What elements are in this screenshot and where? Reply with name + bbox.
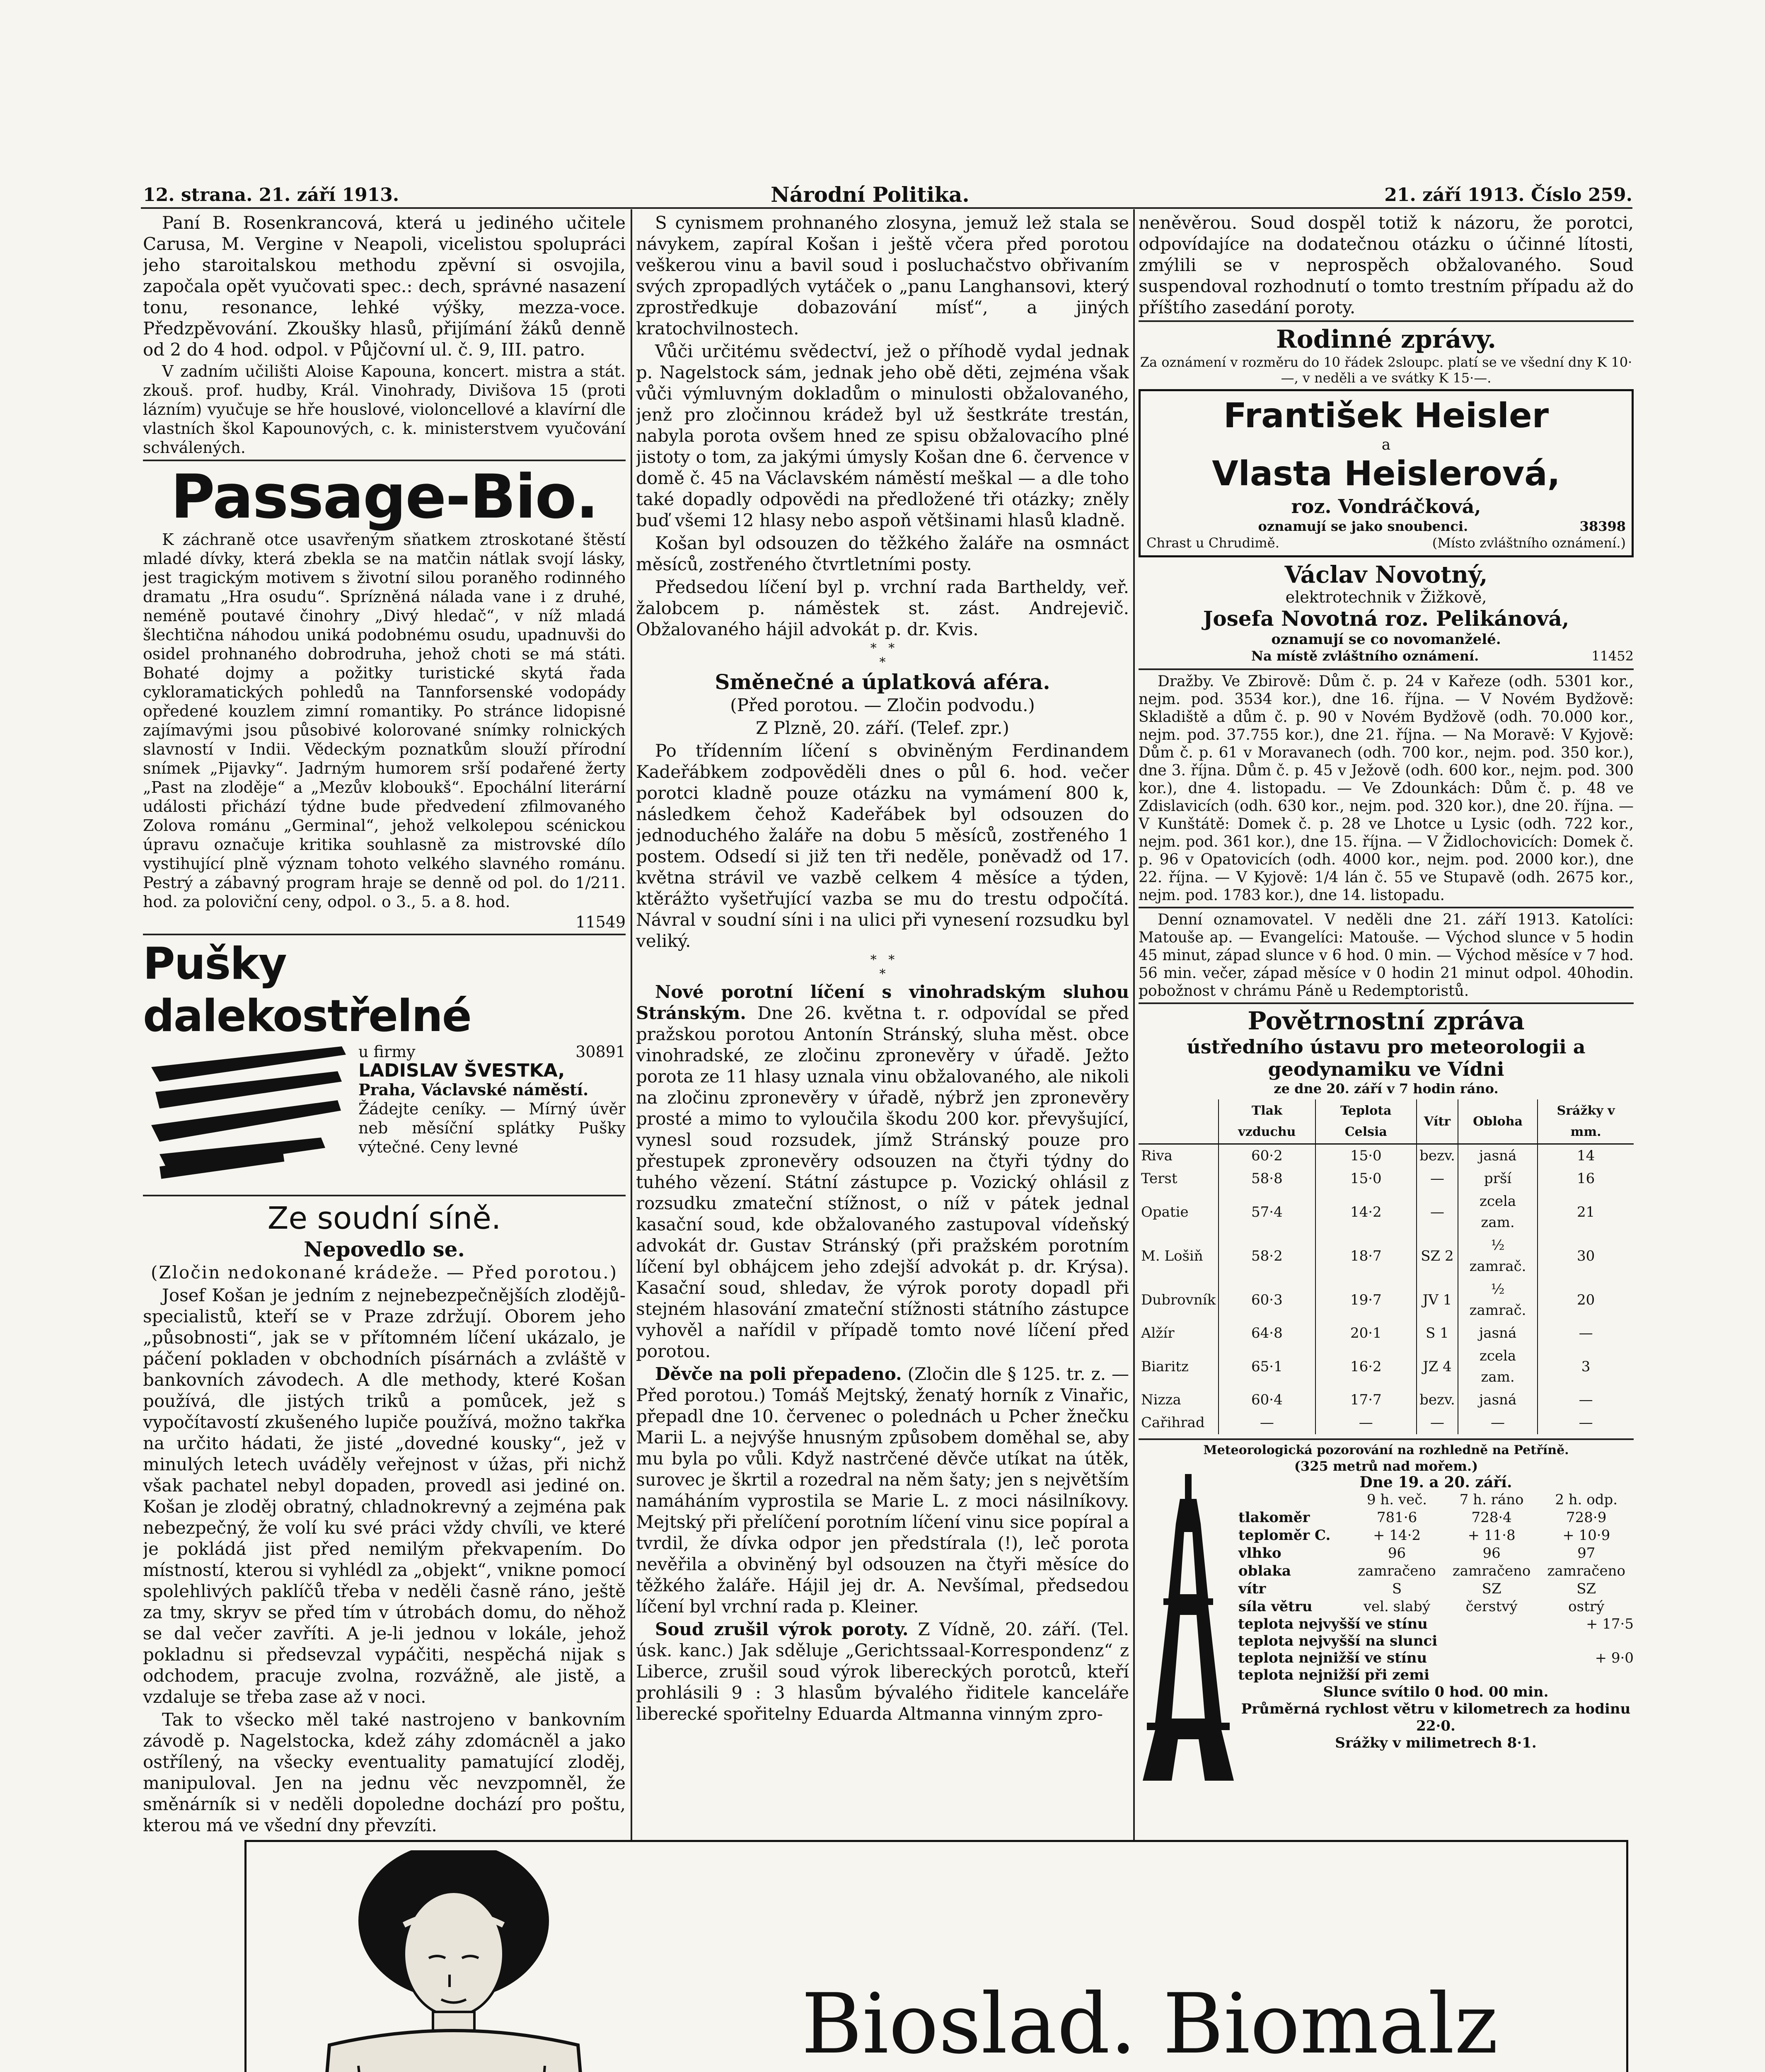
- column-1: [143, 212, 626, 1924]
- header-rule: [141, 207, 1632, 209]
- petrin-tower-illustration: [1139, 1474, 1238, 1785]
- table-row: [1238, 1544, 1634, 1562]
- cell: [1238, 1491, 1349, 1509]
- meteo-extra-row: [1238, 1616, 1634, 1633]
- table-row: [1139, 1389, 1634, 1411]
- meteo-slunce: Slunce svítilo 0 hod. 00 min.: [1323, 1684, 1549, 1700]
- woman-illustration: [255, 1850, 677, 2072]
- meteo-vitr: Průměrná rychlost větru v kilometrech za hodinu 22·0.: [1241, 1701, 1631, 1734]
- vinohrady-title: Nové porotní líčení s vinohradským sluhou Stránským.: [636, 982, 1129, 1023]
- meteo-extra-row: [1238, 1633, 1634, 1650]
- cell: 16: [1538, 1167, 1634, 1190]
- table-row: [1139, 1167, 1634, 1190]
- cell: jasná: [1458, 1322, 1538, 1345]
- kosan-paragraph-2: Vůči určitému svědectví, jež o příhodě vydal jednak p. Nagelstock sám, jednak jeho obě děti, zejména však vůči výmluvným dokladům o minulosti obžalovaného, jenž pro zločinnou krádež byl už šestkráte trestán, nabyla porota ovšem hned ze spisu obžalovacího plné jistoty o tom, za jakými úmysly Košan dne 6. července v domě č. 45 na Václavském náměstí meškal — a dle toho také dopadly odpovědi na předložené tři otázky; zněly buď všemi 12 hlasy nebo aspoň většinami hlasů kladně.: [636, 341, 1129, 530]
- cell: 64·8: [1219, 1322, 1315, 1345]
- cell: 16·2: [1315, 1345, 1417, 1389]
- column-rule-1: [631, 209, 632, 1923]
- table-row: [1139, 1190, 1634, 1234]
- pusky-name: LADISLAV ŠVESTKA,: [358, 1060, 565, 1081]
- table-row: [1238, 1580, 1634, 1598]
- divider: [143, 934, 626, 935]
- soud-subtitle: Nepovedlo se.: [304, 1237, 465, 1261]
- kosan-paragraph-1: S cynismem prohnaného zlosyna, jemuž lež stala se návykem, zapíral Košan i ještě včera před porotou veškerou vinu a bavil soud i posluchačstvo obřivaním svých zpropadlých vytáček o „panu Langhansovi, který zprostředkuje dobazování mísť“, a jiných kratochvilnostech.: [636, 213, 1129, 339]
- weather-table-header: [1139, 1099, 1634, 1144]
- cell: S: [1392, 1581, 1402, 1597]
- heisler-name-1: František Heisler: [1223, 396, 1549, 436]
- cell: Dubrovník: [1141, 1291, 1216, 1308]
- meteo-extra-label: teplota nejnižší při zemi: [1238, 1667, 1430, 1683]
- cell: vlhko: [1238, 1545, 1281, 1561]
- cell: ostrý: [1568, 1598, 1605, 1615]
- cell: 97: [1577, 1545, 1596, 1561]
- cell: 58·8: [1219, 1167, 1315, 1190]
- cell: 21: [1538, 1190, 1634, 1234]
- meteo-extra-row: [1238, 1650, 1634, 1667]
- passage-bio-number: 11549: [575, 913, 626, 931]
- soud-intro: (Zločin nedokonané krádeže. — Před porotou.): [150, 1262, 618, 1283]
- pusky-number: 30891: [575, 1043, 626, 1061]
- meteo-title: Meteorologická pozorování na rozhledně na Petříně.: [1203, 1443, 1569, 1457]
- meteo-data: [1238, 1474, 1634, 1785]
- vyrok-title: Soud zrušil výrok poroty.: [655, 1619, 909, 1639]
- cell: 65·1: [1219, 1345, 1315, 1389]
- page-header-left: 12. strana. 21. září 1913.: [143, 184, 399, 206]
- cell: prší: [1458, 1167, 1538, 1190]
- pusky-text-block: [358, 1042, 626, 1191]
- rodinne-note: Za oznámení v rozměru do 10 řádek 2sloupc. platí se ve všední dny K 10·—, v neděli a ve svátky K 15·—.: [1140, 354, 1632, 386]
- vinohrady-paragraph: [636, 981, 1129, 1362]
- table-row: [1139, 1234, 1634, 1278]
- kosan-court: Předsedou líčení byl p. vrchní rada Bartheldy, veř. žalobcem p. náměstek st. zást. Andrejevič. Obžalovaného hájil advokát p. dr. Kvis.: [636, 577, 1129, 639]
- meteo-subtitle: (325 metrů nad mořem.): [1294, 1458, 1478, 1474]
- smenecna-place: Z Plzně, 20. září. (Telef. zpr.): [756, 718, 1009, 738]
- cell: teploměr C.: [1238, 1527, 1331, 1544]
- heisler-footer: [1146, 535, 1626, 551]
- novotny-announcement: [1139, 562, 1634, 664]
- cell: Riva: [1141, 1147, 1173, 1164]
- divider: [1139, 320, 1634, 322]
- cell: 60·2: [1219, 1144, 1315, 1168]
- cell: Alžír: [1141, 1325, 1175, 1341]
- meteo-table: [1238, 1491, 1634, 1616]
- cell: 60·4: [1219, 1389, 1315, 1411]
- cell: zcela zam.: [1458, 1345, 1538, 1389]
- cell: —: [1538, 1322, 1634, 1345]
- cell: vel. slabý: [1363, 1598, 1431, 1615]
- cell: M. Lošiň: [1141, 1247, 1203, 1264]
- cell: —: [1417, 1411, 1458, 1434]
- column-3: [1139, 212, 1634, 1924]
- cell: S 1: [1417, 1322, 1458, 1345]
- denni-oznamovatel: Denní oznamovatel. V neděli dne 21. září 1913. Katolíci: Matouše ap. — Evangelíci: Matouše. — Východ slunce v 5 hodin 45 minut, západ slunce v 6 hod. 0 min. — Východ měsíce v 7 hod. 56 min. večer, západ měsíce v 0 hodin 21 minut odpol. 40hodin. pobožnost v chrámu Páně u Redemptoristů.: [1139, 911, 1634, 1000]
- vyrok-paragraph: [636, 1619, 1129, 1724]
- divider: [1139, 668, 1634, 670]
- table-row: [1139, 1144, 1634, 1168]
- devce-paragraph: [636, 1363, 1129, 1617]
- biomalz-ad: [244, 1840, 1628, 2072]
- pusky-firma: u firmy: [358, 1043, 416, 1061]
- weather-title: Povětrnostní zpráva: [1248, 1007, 1525, 1036]
- cell: JV 1: [1417, 1278, 1458, 1322]
- cell: —: [1538, 1389, 1634, 1411]
- cell: 96: [1482, 1545, 1501, 1561]
- cell: bezv.: [1417, 1389, 1458, 1411]
- meteo-extra-label: teplota nejvyšší ve stínu: [1238, 1616, 1428, 1632]
- weather-subtitle: ústředního ústavu pro meteorologii a geodynamiku ve Vídni: [1187, 1036, 1586, 1080]
- column-rule-2: [1133, 209, 1135, 1923]
- meteo-block: [1139, 1474, 1634, 1785]
- cell: 9 h. več.: [1366, 1491, 1427, 1508]
- meteo-srazky: Srážky v milimetrech 8·1.: [1335, 1735, 1537, 1751]
- cell: zcela zam.: [1458, 1190, 1538, 1234]
- heisler-oznameni: [1146, 518, 1626, 535]
- vinohrady-text: Dne 26. května t. r. odpovídal se před pražskou porotou Antonín Stránský, sluha měst. obce vinohradské, ze zločinu zpronevěry v úřadě. Ježto porota ze 11 hlasy uznala vinu obžalovaného, ale nikoli na zločinu zpronevěry v úřadě, nýbrž jen zpronevěry prosté a mimo to vyloučila škodu 200 kor. převyšující, vynesl soud rozsudek, jímž Stránský pouze pro přestupek zpronevěry odsouzen na čtyři týdny do tuhého vězení. Státní zástupce p. Vozický ohlásil z rozsudku zmateční stížnost, o níž v pátek jednal kasační soud, kde obžalovaného zastupoval vídeňský advokát dr. Gustav Stránský (při pražském porotním líčení byl obhájcem jeho zdejší advokát p. dr. Krýsa). Kasační soud, shledav, že výrok poroty dopadl při stejném hlasování zmateční stížnosti státního zástupce vyhověl a nařídil v případě tomto nové líčení před porotou.: [636, 1003, 1129, 1361]
- table-row: [1139, 1278, 1634, 1322]
- biomalz-title: Bioslad. Biomalz: [801, 1976, 1498, 2072]
- table-row: [1238, 1562, 1634, 1580]
- cell: —: [1219, 1411, 1315, 1434]
- cell: 728·9: [1566, 1509, 1607, 1526]
- cell: SZ: [1482, 1581, 1501, 1597]
- cell: jasná: [1458, 1144, 1538, 1168]
- smenecna-title: Směnečné a úplatková aféra.: [715, 670, 1050, 694]
- separator-stars: * * *: [870, 953, 895, 981]
- weather-col-2: Teplota Celsia: [1315, 1099, 1417, 1144]
- meteo-extra-value: + 9·0: [1595, 1650, 1634, 1666]
- cell: 30: [1538, 1234, 1634, 1278]
- rodinne-title: Rodinné zprávy.: [1276, 325, 1497, 354]
- cell: 728·4: [1471, 1509, 1512, 1526]
- cell: Biaritz: [1141, 1358, 1189, 1375]
- heisler-ozn-text: oznamují se jako snoubenci.: [1258, 518, 1468, 534]
- drazby: Dražby. Ve Zbirově: Dům č. p. 24 v Kařeze (odh. 5301 kor., nejm. pod. 3534 kor.), dne 16. října. — V Novém Bydžově: Skladiště a dům č. p. 90 v Novém Bydžově (odh. 70.000 kor., nejm. pod. 37.755 kor.), dne 21. října. — Na Moravě: V Kyjově: Dům č. p. 61 v Moravanech (odh. 700 kor., nejm. pod. 350 kor.), dne 3. října. Dům č. p. 45 v Ježově (odh. 600 kor., nejm. pod. 300 kor.), dne 4. listopadu. — Ve Zdounkách: Dům č. p. 48 ve Zdislavicích (odh. 630 kor., nejm. pod. 320 kor.), dne 20. října. — V Kunštátě: Domek č. p. 28 ve Lhotce u Lysic (odh. 722 kor., nejm. pod. 361 kor.), dne 15. října. — V Židlochovicích: Domek č. p. 96 v Opatovicích (odh. 4000 kor., nejm. pod. 2000 kor.), dne 22. října. — V Kyjově: 1/4 lán č. 55 ve Stupavě (odh. 2675 kor., nejm. pod. 1783 kor.), dne 14. listopadu.: [1139, 673, 1634, 904]
- cell: 781·6: [1376, 1509, 1417, 1526]
- separator-stars: * * *: [870, 641, 895, 670]
- table-row: [1139, 1411, 1634, 1434]
- divider: [1139, 907, 1634, 908]
- table-row: [1139, 1322, 1634, 1345]
- table-row: [1238, 1527, 1634, 1544]
- cell: 20: [1538, 1278, 1634, 1322]
- weather-col-5: Srážky v mm.: [1538, 1099, 1634, 1144]
- meteo-extra-label: teplota nejvyšší na slunci: [1238, 1633, 1438, 1649]
- soud-title: Ze soudní síně.: [267, 1201, 501, 1236]
- meteo-extra-value: + 17·5: [1586, 1616, 1634, 1632]
- novotny-oznameni: oznamují se co novomanželé.: [1271, 631, 1501, 648]
- heisler-misto: (Místo zvláštního oznámení.): [1432, 535, 1626, 551]
- cell: 58·2: [1219, 1234, 1315, 1278]
- meteo-extra-row: [1238, 1667, 1634, 1684]
- soud-paragraph-1: Josef Košan je jedním z nejnebezpečnějších zlodějů-specialistů, kteří se v Praze zdržují. Oborem jeho „působnosti“, jak se v přítomném líčení ukázalo, je páčení pokladen v obchodních písárnách a zvláště v bankovních závodech. A dle methody, které Košan používá, dle jistých triků a pomůcek, jež s vypočítavostí zkušeného lupiče používá, možno takřka na určito hádati, že jisté „dovedné kousky“, jež v minulých letech uváděly veřejnost v úžas, při nichž však pachatel nebyl dopaden, provedl asi jediné on. Košan je zloděj obratný, chladnokrevný a zejména pak nebezpečný, že volí ku své práci vždy chvíli, ve které je pokládá jist před nemilým překvapením. Do místností, kterou si vyhlédl za „objekt“, vnikne pomocí spolehlivých paklíčů třeba v neděli časně ráno, ještě za tmy, skryv se před tím v útrobách domu, do něhož se dal večer zavříti. A je-li jednou v lokále, jehož pokladnu si předsevzal vypáčiti, nespěchá nijak s odchodem, pracuje zvolna, rozvážně, ale jistě, a vzdaluje se třeba zase až v noci.: [143, 1285, 626, 1707]
- weather-col-0: [1139, 1099, 1219, 1144]
- novotny-misto: Na místě zvláštního oznámení.: [1251, 648, 1479, 664]
- passage-bio-title: Passage-Bio.: [170, 462, 598, 532]
- page-header-center: Národní Politika.: [771, 182, 970, 207]
- cell: —: [1417, 1167, 1458, 1190]
- cell: —: [1538, 1411, 1634, 1434]
- cell: 15·0: [1315, 1144, 1417, 1168]
- cell: zamračeno: [1547, 1563, 1625, 1579]
- cell: + 10·9: [1562, 1527, 1610, 1544]
- cell: JZ 4: [1417, 1345, 1458, 1389]
- cell: tlakoměr: [1238, 1509, 1310, 1526]
- heisler-announcement: [1139, 389, 1634, 557]
- cell: zamračeno: [1452, 1563, 1531, 1579]
- cell: 3: [1538, 1345, 1634, 1389]
- cell: —: [1417, 1190, 1458, 1234]
- novotny-name-2: Josefa Novotná roz. Pelikánová,: [1203, 606, 1569, 631]
- cell: ½ zamrač.: [1458, 1234, 1538, 1278]
- meteo-date: Dne 19. a 20. září.: [1359, 1474, 1512, 1491]
- novotny-footer: [1139, 648, 1634, 664]
- devce-text: (Zločin dle § 125. tr. z. — Před porotou.) Tomáš Mejtský, ženatý horník z Vinařic, přepadl dne 10. červenec o polednách u Pcher žnečku Marii L. a nejvýše hnusným způsobem doměhal se, aby mu byla po vůli. Když nastrčené děvče utíkat na útěk, surovec je škrtil a rozedral na něm šaty; jen s největším namáháním vyprostila se Marie L. z moci násilníkovy. Mejtský při přelíčení porotním líčení vinu sice popíral a tvrdil, že dívka odpor jen předstírala (!), leč porota nevěřila a obviněný byl odsouzen na čtyři měsíce do těžkého žaláře. Hájil jej dr. A. Nevšímal, předsedou líčení byl vrchní rada p. Kleiner.: [636, 1364, 1129, 1617]
- divider: [143, 1195, 626, 1196]
- smenecna-intro: (Před porotou. — Zločin podvodu.): [730, 695, 1035, 715]
- passage-bio-text: K záchraně otce usavřeným sňatkem ztroskotané štěstí mladé dívky, která zbekla se na matčin nátlak svojí lásky, jest tragickým motivem s životní silou poraněho rodinného dramatu „Hra osudu“. Sprízněná nálada vane i z druhé, neméně poutavé činohry „Divý hledač“, v níž mladá šlechtična náhodou uniká podobnému osudu, upadnuvši do osidel prohnaného dobrodruha, jehož choti se má státi. Bohaté dojmy a požitky turistické skytá řada cykloramatických pohledů na Tannforsenské vodopády opředené kouzlem zimní romantiky. Po stránce lidopisné zajímavými jsou působivé kolorované snímky rolnických slavností v Indii. Vědeckým poznatkům slouží přírodní snímek „Pijavky“. Jadrným humorem srší podařené žerty „Past na zloděje“ a „Mezův kloboukš“. Epochální literární události přichází týdne bude předvedení zfilmovaného Zolova románu „Germinal“, jehož velkolepou scénickou úpravu označuje kritika souhlasně za mistrovské dílo vystihující plně význam tohoto velkého slavného románu. Pestrý a zábavný program hraje se denně od pol. do 1/211. hod. za poloviční ceny, odpol. o 3., 5. a 8. hod.: [143, 530, 626, 911]
- cell: 19·7: [1315, 1278, 1417, 1322]
- pusky-text: Žádejte ceníky. — Mírný úvěr neb měsíční splátky Pušky výtečné. Ceny levné: [358, 1100, 626, 1156]
- cell: zamračeno: [1358, 1563, 1436, 1579]
- cell: 14: [1538, 1144, 1634, 1168]
- divider: [143, 460, 626, 461]
- rosenkranc-notice: Paní B. Rosenkrancová, která u jediného učitele Carusa, M. Vergine v Neapoli, vicelistou spolupráci jeho staroitalskou methodu zpěvní si osvojila, započala opět vyučovati spec.: dech, správné nasazení tonu, resonance, lehké výšky, mezza-voce. Předzpěvování. Zkoušky hlasů, přijímání žáků denně od 2 do 4 hod. odpol. v Půjčovní ul. č. 9, III. patro.: [143, 213, 626, 360]
- cell: SZ 2: [1417, 1234, 1458, 1278]
- page-header-right: 21. září 1913. Číslo 259.: [1384, 184, 1632, 206]
- novotny-job: elektrotechnik v Žižkově,: [1285, 588, 1487, 606]
- divider: [1139, 1002, 1634, 1004]
- cell: Opatie: [1141, 1203, 1189, 1220]
- heisler-a: a: [1381, 436, 1391, 453]
- heisler-place: Chrast u Chrudimě.: [1146, 535, 1279, 551]
- heisler-number: 38398: [1579, 518, 1626, 534]
- vyrok-text: Z Vídně, 20. září. (Tel. úsk. kanc.) Jak sděluje „Gerichtssaal-Korrespondenz“ z Liberce, zrušil soud výrok libereckých porotců, kteří prohlásili 9 : 3 hlasům bývalého řiditele kanceláře liberecké spořitelny Eduarda Altmanna vinným zpro-: [636, 1619, 1129, 1724]
- cell: 2 h. odp.: [1555, 1491, 1618, 1508]
- column-2: [636, 212, 1129, 1924]
- cell: 15·0: [1315, 1167, 1417, 1190]
- devce-title: Děvče na poli přepadeno.: [655, 1364, 902, 1384]
- smenecna-paragraph: Po třídenním líčení s obviněným Ferdinandem Kadeřábkem zodpověděli dnes o půl 6. hod. večer porotci kladně pouze otázku na vymámení 800 k, následkem čehož Kadeřábek byl odsouzen do jednoduchého žaláře na dobu 5 měsíců, zostřeného 1 postem. Odsedí si již ten tři neděle, poněvadž od 17. května strávil ve vazbě celkem 4 měsíce a týden, ktěrážto vyšetřující vazba se mu do trestu odpočítá. Návral v soudní síni i na ulici při vynesení rozsudku byl veliký.: [636, 741, 1129, 951]
- rifle-illustration: [143, 1042, 358, 1191]
- cell: oblaka: [1238, 1563, 1291, 1579]
- cell: ½ zamrač.: [1458, 1278, 1538, 1322]
- cell: 14·2: [1315, 1190, 1417, 1234]
- heisler-roz: roz. Vondráčková,: [1291, 495, 1481, 518]
- kosan-verdict: Košan byl odsouzen do těžkého žaláře na osmnáct měsíců, zostřeného čtvrtletními posty.: [636, 533, 1129, 574]
- soud-paragraph-2: Tak to všecko měl také nastrojeno v bankovním závodě p. Nagelstocka, kdež záhy zdomácněl a jako ostřílený, na všecky eventuality pamatující zloděj, manipuloval. Jen na jednu věc nevzpomněl, že směnárník si v neděli dopoledne dochází pro poštu, kterou má ve všední dny převzíti.: [143, 1709, 626, 1835]
- novotny-name-1: Václav Novotný,: [1284, 561, 1488, 588]
- cell: + 11·8: [1468, 1527, 1516, 1544]
- pusky-ad: [143, 1042, 626, 1191]
- cell: 60·3: [1219, 1278, 1315, 1322]
- weather-col-4: Obloha: [1458, 1099, 1538, 1144]
- cell: síla větru: [1238, 1598, 1313, 1615]
- table-row: [1238, 1491, 1634, 1509]
- weather-date: ze dne 20. září v 7 hodin ráno.: [1274, 1081, 1499, 1097]
- cell: 96: [1388, 1545, 1406, 1561]
- cell: 57·4: [1219, 1190, 1315, 1234]
- cell: čerstvý: [1465, 1598, 1518, 1615]
- heisler-name-2: Vlasta Heislerová,: [1212, 454, 1560, 494]
- cell: bezv.: [1417, 1144, 1458, 1168]
- cell: SZ: [1576, 1581, 1596, 1597]
- cell: —: [1458, 1411, 1538, 1434]
- cell: 20·1: [1315, 1322, 1417, 1345]
- cell: + 14·2: [1373, 1527, 1421, 1544]
- weather-col-1: Tlak vzduchu: [1219, 1099, 1315, 1144]
- meteo-extra-label: teplota nejnižší ve stínu: [1238, 1650, 1427, 1666]
- table-row: [1238, 1598, 1634, 1616]
- cell: Cařihrad: [1141, 1414, 1205, 1431]
- cell: vítr: [1238, 1581, 1266, 1597]
- cell: Nizza: [1141, 1392, 1181, 1408]
- altmann-continuation: neněvěrou. Soud dospěl totiž k názoru, že porotci, odpovídajíce na dodatečnou otázku o účinné lítosti, zmýlili se v neprospěch obžalovaného. Soud suspendoval rozhodnutí o tomto trestním případu až do příštího zasedání poroty.: [1139, 213, 1634, 317]
- cell: 17·7: [1315, 1389, 1417, 1411]
- table-row: [1139, 1345, 1634, 1389]
- cell: Terst: [1141, 1170, 1177, 1187]
- cell: 18·7: [1315, 1234, 1417, 1278]
- weather-table: [1139, 1099, 1634, 1434]
- cell: jasná: [1458, 1389, 1538, 1411]
- cell: —: [1315, 1411, 1417, 1434]
- pusky-address: Praha, Václavské náměstí.: [358, 1080, 589, 1099]
- novotny-number: 11452: [1591, 648, 1634, 664]
- pusky-title: Pušky dalekostřelné: [143, 938, 471, 1041]
- divider: [1139, 1438, 1634, 1440]
- weather-col-3: Vítr: [1417, 1099, 1458, 1144]
- cell: 7 h. ráno: [1459, 1491, 1524, 1508]
- kapoun-notice: V zadním učilišti Aloise Kapouna, koncert. mistra a stát. zkouš. prof. hudby, Král. Vinohrady, Divišova 15 (proti lázním) vyučuje se hře houslové, violoncellové a klavírní dle vlastních škol Kapounových, c. k. ministerstvem vyučování schválených.: [143, 362, 626, 457]
- table-row: [1238, 1509, 1634, 1527]
